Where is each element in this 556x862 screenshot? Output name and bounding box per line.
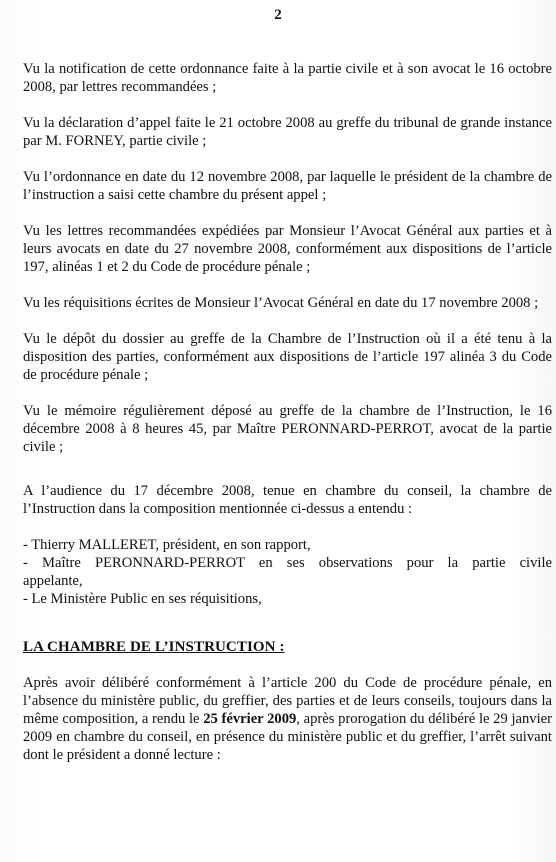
paragraph-notification: Vu la notification de cette ordonnance faite à la partie civile et à son avocat le 16 octobre 2008, par lettres recommandées ; xyxy=(23,61,552,95)
final-paragraph xyxy=(23,674,552,764)
section-heading: LA CHAMBRE DE L’INSTRUCTION : xyxy=(23,639,285,655)
hearing-item-avocat-line2: appelante, xyxy=(23,573,83,589)
hearing-intro: A l’audience du 17 décembre 2008, tenue en chambre du conseil, la chambre de l’Instruction dans la composition mentionnée ci-dessus a entendu : xyxy=(23,483,552,517)
paragraph-memoire: Vu le mémoire régulièrement déposé au greffe de la chambre de l’Instruction, le 16 décembre 2008 à 8 heures 45, par Maître PERONNARD-PERROT, avocat de la partie civile ; xyxy=(23,403,552,455)
paragraph-ordonnance: Vu l’ordonnance en date du 12 novembre 2008, par laquelle le président de la chambre de l’instruction a saisi cette chambre du présent appel ; xyxy=(23,169,552,203)
paragraph-depot-dossier: Vu le dépôt du dossier au greffe de la Chambre de l’Instruction où il a été tenu à la disposition des parties, conformément aux dispositions de l’article 197 alinéa 3 du Code de procédure pénale ; xyxy=(23,331,552,383)
hearing-item-avocat-line1: - Maître PERONNARD-PERROT en ses observations pour la partie civile xyxy=(23,555,552,571)
final-paragraph-after-date: , après prorogation du délibéré le 29 janvier 2009 en chambre du conseil, en présence du ministère public et du greffier, l’arrêt suivant dont le président a donné lecture : xyxy=(23,711,552,763)
hearing-item-ministere-public: - Le Ministère Public en ses réquisitions, xyxy=(23,591,262,607)
final-paragraph-before-date: Après avoir délibéré conformément à l’article 200 du Code de procédure pénale, en l’absence du ministère public, du greffier, des parties et de leurs conseils, toujours dans la même composition, a rendu le xyxy=(23,675,552,727)
page-number: 2 xyxy=(274,7,282,23)
hearing-item-president: - Thierry MALLERET, président, en son rapport, xyxy=(23,537,311,553)
document-body xyxy=(23,60,552,764)
paragraph-declaration-appel: Vu la déclaration d’appel faite le 21 octobre 2008 au greffe du tribunal de grande instance par M. FORNEY, partie civile ; xyxy=(23,115,552,149)
decision-date: 25 février 2009 xyxy=(203,711,297,727)
paragraph-requisitions: Vu les réquisitions écrites de Monsieur l’Avocat Général en date du 17 novembre 2008 ; xyxy=(23,295,539,311)
paragraph-lettres-recommandees: Vu les lettres recommandées expédiées par Monsieur l’Avocat Général aux parties et à leurs avocats en date du 27 novembre 2008, conformément aux dispositions de l’article 197, alinéas 1 et 2 du Code de procédure pénale ; xyxy=(23,223,552,275)
